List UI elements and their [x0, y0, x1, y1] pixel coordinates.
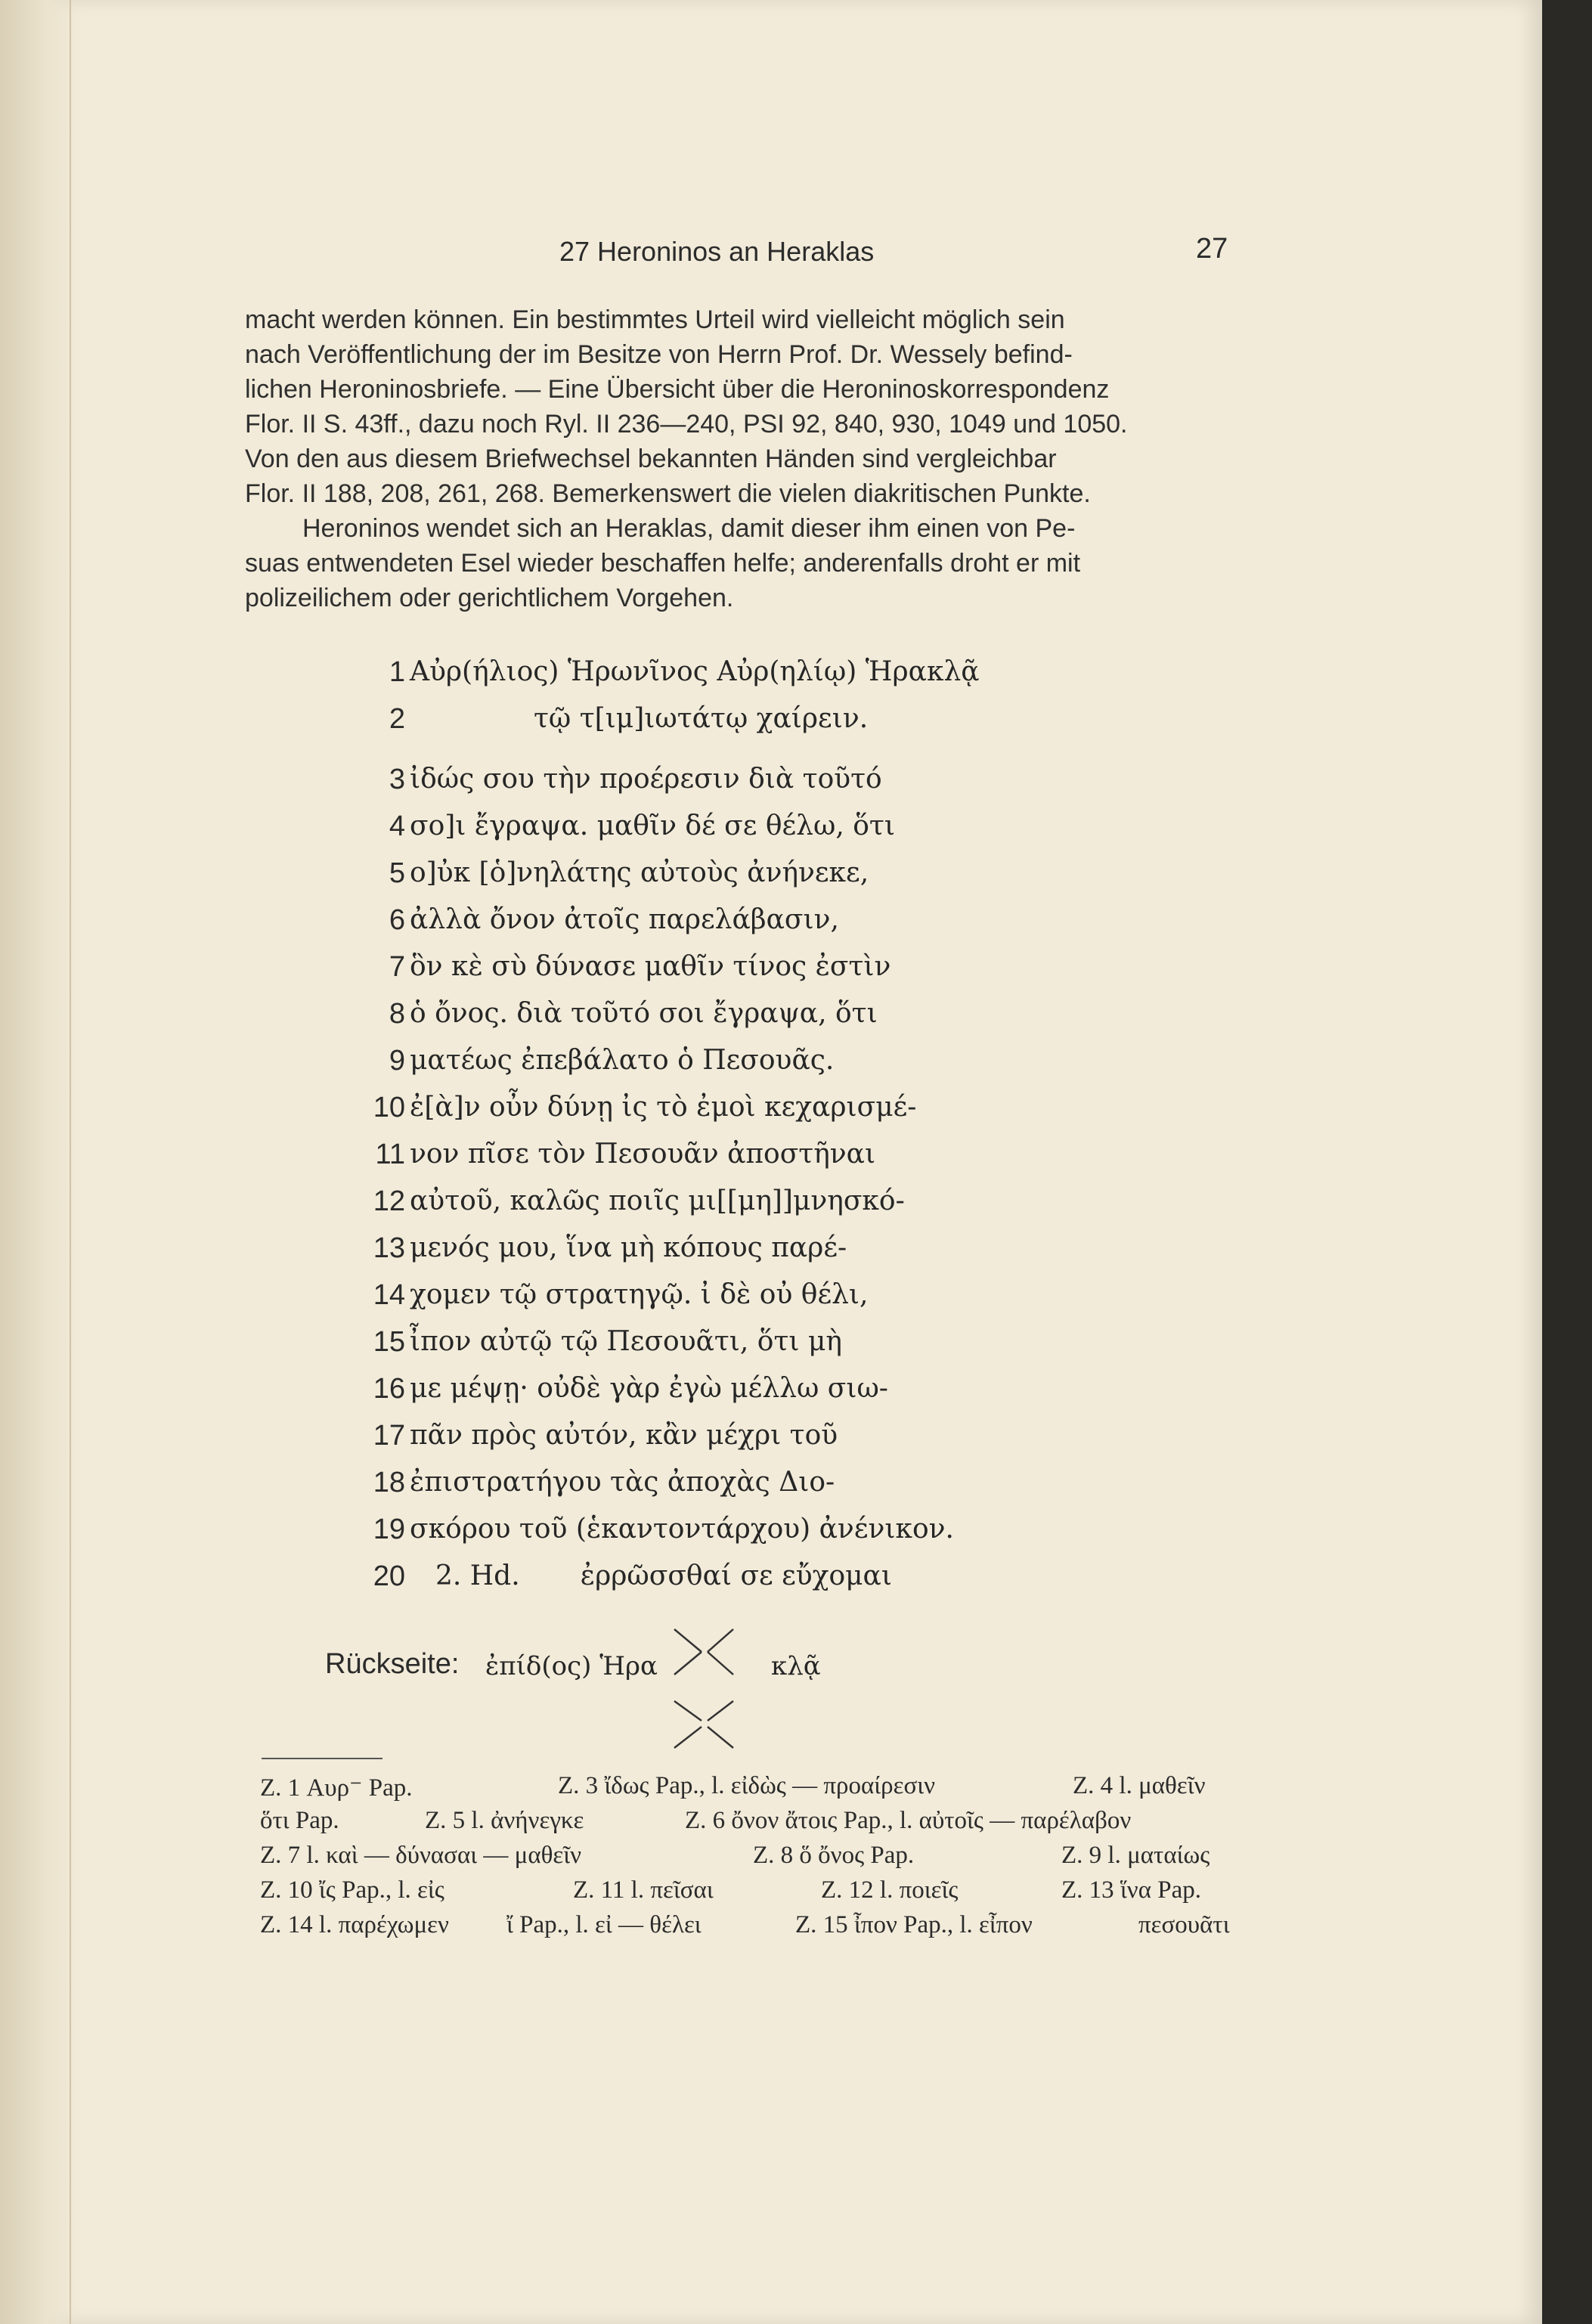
line-number: 1 — [389, 656, 405, 688]
line-number: 9 — [389, 1045, 405, 1077]
line-number: 3 — [389, 764, 405, 795]
greek-line-text: πᾶν πρὸς αὐτόν, κἂν μέχρι τοῦ — [410, 1420, 838, 1451]
line-number: 2 — [389, 703, 405, 735]
greek-line-text: αὐτοῦ, καλῶς ποιῖς μι[[μη]]μνησκό- — [410, 1185, 905, 1216]
line-number: 12 — [373, 1185, 405, 1217]
intro-line-1: macht werden können. Ein bestimmtes Urteil wird vielleicht möglich sein — [245, 305, 1065, 334]
footnote-entry: Z. 15 ἶπον Pap., l. εἶπον — [795, 1911, 1033, 1938]
line-number: 19 — [373, 1514, 405, 1545]
line-number: 11 — [375, 1139, 405, 1170]
line-number: 17 — [373, 1420, 405, 1452]
intro-line-7: Heroninos wendet sich an Heraklas, damit dieser ihm einen von Pe- — [302, 514, 1076, 543]
greek-line-text: ἀλλὰ ὄνον ἀτοῖς παρελάβασιν, — [410, 904, 839, 935]
greek-line-text: χομεν τῷ στρατηγῷ. ἰ δὲ οὐ θέλι, — [410, 1279, 869, 1310]
greek-line-text: τῷ τ[ιμ]ιωτάτῳ χαίρειν. — [534, 703, 869, 734]
line-number: 18 — [373, 1467, 405, 1498]
footnote-entry: Z. 9 l. ματαίως — [1061, 1842, 1210, 1869]
intro-line-6: Flor. II 188, 208, 261, 268. Bemerkenswert die vielen diakritischen Punkte. — [245, 479, 1091, 508]
greek-line-text: ὁ ὄνος. διὰ τοῦτό σοι ἔγραψα, ὅτι — [410, 998, 878, 1029]
greek-line-text: με μέψῃ· οὐδὲ γὰρ ἐγὼ μέλλω σιω- — [410, 1373, 888, 1404]
verso-label: Rückseite: — [325, 1648, 460, 1680]
greek-line-text: ο]ὐκ [ὁ]νηλάτης αὐτοὺς ἀνήνεκε, — [410, 857, 869, 888]
intro-line-2: nach Veröffentlichung der im Besitze von Herrn Prof. Dr. Wessely befind- — [245, 340, 1073, 369]
seal-cross-mark-lower — [665, 1693, 741, 1754]
footnote-entry: Z. 8 ὅ ὄνος Pap. — [753, 1842, 915, 1869]
line-number: 10 — [373, 1092, 405, 1123]
footnote-rule — [262, 1758, 383, 1759]
greek-line-text: ἶπον αὐτῷ τῷ Πεσουᾶτι, ὅτι μὴ — [410, 1326, 842, 1357]
greek-line-text: σκόρου τοῦ (ἑκαντοντάρχου) ἀνένικον. — [410, 1514, 954, 1545]
spine-fold-line — [70, 0, 71, 2324]
footnote-entry: πεσουᾶτι — [1138, 1911, 1230, 1938]
greek-line-text: ματέως ἐπεβάλατο ὁ Πεσουᾶς. — [410, 1045, 835, 1076]
line-number: 4 — [389, 810, 405, 842]
line-number: 15 — [373, 1326, 405, 1358]
line-number: 16 — [373, 1373, 405, 1405]
footnote-entry: ἴ Pap., l. εἰ — θέλει — [506, 1911, 702, 1938]
footnote-entry: Z. 14 l. παρέχωμεν — [260, 1911, 449, 1938]
verso-address-text: ἐπίδ(ος) Ἡρα — [485, 1651, 658, 1681]
line-number: 14 — [373, 1279, 405, 1311]
footnote-entry: Z. 11 l. πεῖσαι — [573, 1876, 714, 1904]
verso-address-end: κλᾷ — [771, 1651, 821, 1681]
line-number: 8 — [389, 998, 405, 1030]
footnote-entry: Z. 5 l. ἀνήνεγκε — [425, 1807, 584, 1834]
footnote-entry: ὅτι Pap. — [260, 1807, 339, 1834]
footnote-entry: Z. 13 ἵνα Pap. — [1061, 1876, 1201, 1904]
line-number: 7 — [389, 951, 405, 983]
line-number: 6 — [389, 904, 405, 936]
intro-line-4: Flor. II S. 43ff., dazu noch Ryl. II 236—240, PSI 92, 840, 930, 1049 und 1050. — [245, 410, 1128, 438]
greek-line-text: νον πῖσε τὸν Πεσουᾶν ἀποστῆναι — [410, 1139, 876, 1170]
footnote-entry: Z. 7 l. καὶ — δύνασαι — μαθεῖν — [260, 1842, 582, 1869]
footnote-entry: Z. 4 l. μαθεῖν — [1073, 1772, 1206, 1799]
intro-line-9: polizeilichem oder gerichtlichem Vorgehen. — [245, 584, 734, 612]
footnote-entry: Z. 10 ἴς Pap., l. εἰς — [260, 1876, 444, 1904]
page-number: 27 — [1196, 233, 1228, 265]
running-head: 27 Heroninos an Heraklas — [559, 236, 875, 267]
intro-line-8: suas entwendeten Esel wieder beschaffen helfe; anderenfalls droht er mit — [245, 549, 1081, 578]
greek-line-text: ἐ[ὰ]ν οὖν δύνῃ ἰς τὸ ἐμοὶ κεχαρισμέ- — [410, 1092, 917, 1123]
intro-line-5: Von den aus diesem Briefwechsel bekannten Händen sind vergleichbar — [245, 445, 1057, 473]
footnote-entry: Z. 3 ἴδως Pap., l. εἰδὼς — προαίρεσιν — [558, 1772, 936, 1799]
line-number: 20 — [373, 1560, 405, 1592]
intro-line-3: lichen Heroninosbriefe. — Eine Übersicht über die Heroninoskorrespondenz — [245, 375, 1110, 404]
footnote-entry: Z. 1 Αυρ⁻ Pap. — [260, 1774, 413, 1802]
line-number: 13 — [373, 1232, 405, 1264]
greek-line-text: ὃν κὲ σὺ δύνασε μαθῖν τίνος ἐστὶν — [410, 951, 891, 982]
greek-line-text: Αὐρ(ήλιος) Ἡρωνῖνος Αὐρ(ηλίῳ) Ἡρακλᾷ — [410, 656, 980, 687]
greek-line-text: 2. Hd. ἐρρῶσσθαί σε εὔχομαι — [435, 1560, 892, 1591]
footnote-entry: Z. 12 l. ποιεῖς — [821, 1876, 959, 1904]
greek-line-text: σο]ι ἔγραψα. μαθῖν δέ σε θέλω, ὅτι — [410, 810, 895, 841]
greek-line-text: μενός μου, ἵνα μὴ κόπους παρέ- — [410, 1232, 847, 1263]
footnote-entry: Z. 6 ὄνον ἄτοις Pap., l. αὐτοῖς — παρέλαβον — [685, 1807, 1132, 1834]
seal-cross-mark — [665, 1622, 741, 1682]
line-number: 5 — [389, 857, 405, 889]
greek-line-text: ἐπιστρατήγου τὰς ἀποχὰς Διο- — [410, 1467, 835, 1498]
greek-line-text: ἰδώς σου τὴν προέρεσιν διὰ τοῦτό — [410, 764, 882, 795]
